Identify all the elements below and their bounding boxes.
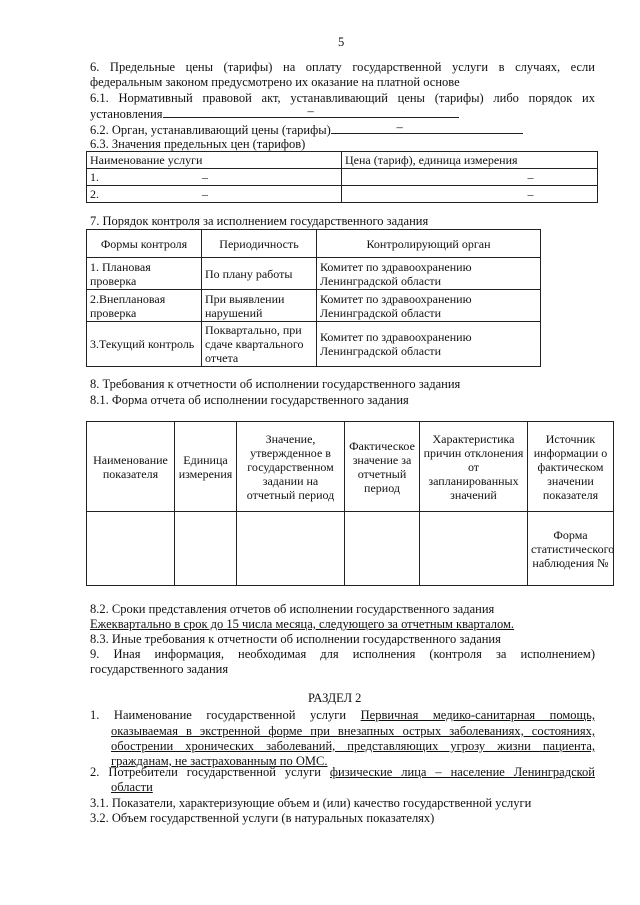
report-header-actual: Фактическое значение за отчетный период xyxy=(345,422,420,512)
s6-line2: федеральным законом предусмотрено их оказание на платной основе xyxy=(90,75,460,89)
price-row2-value: – xyxy=(342,186,598,203)
table-row xyxy=(87,258,541,290)
report-header-unit: Единица измерения xyxy=(175,422,237,512)
s9-line2: государственного задания xyxy=(90,662,229,676)
price-row2-num: 2. xyxy=(90,187,99,201)
s2-item31: 3.1. Показатели, характеризующие объем и (или) качество государственной услуги xyxy=(90,796,532,810)
report-cell-planned xyxy=(237,512,345,586)
s82-value: Ежеквартально в срок до 15 числа месяца, следующего за отчетным кварталом. xyxy=(90,617,515,631)
report-cell-source: Форма статистического наблюдения № xyxy=(528,512,614,586)
s8-title: 8. Требования к отчетности об исполнении государственного задания xyxy=(90,377,461,391)
control-row1-form: 1. Плановая проверка xyxy=(87,258,202,290)
table-row xyxy=(87,290,541,322)
control-row2-period: При выявлении нарушений xyxy=(202,290,317,322)
report-cell-actual xyxy=(345,512,420,586)
price-row2-name: – xyxy=(202,187,208,201)
report-header-planned: Значение, утвержденное в государственном задании на отчетный период xyxy=(237,422,345,512)
report-header-deviation: Характеристика причин отклонения от запланированных значений xyxy=(420,422,528,512)
s2-item1-line2: оказываемая в экстренной форме при внезапных острых заболеваниях, состояниях, xyxy=(111,724,595,738)
s62-label: 6.2. Орган, устанавливающий цены (тарифы) xyxy=(90,123,331,137)
s61-line1: 6.1. Нормативный правовой акт, устанавливающий цены (тарифы) либо порядок их xyxy=(90,91,595,105)
s63-title: 6.3. Значения предельных цен (тарифов) xyxy=(90,137,306,151)
s2-item1-line1: 1. Наименование государственной услуги Первичная медико-санитарная помощь, xyxy=(90,708,595,722)
price-row1-value: – xyxy=(342,169,598,186)
s81-title: 8.1. Форма отчета об исполнении государственного задания xyxy=(90,393,409,407)
table-row xyxy=(87,512,614,586)
s2-item32: 3.2. Объем государственной услуги (в натуральных показателях) xyxy=(90,811,435,825)
price-header-price: Цена (тариф), единица измерения xyxy=(342,152,598,169)
table-row xyxy=(87,322,541,367)
control-row3-form: 3.Текущий контроль xyxy=(87,322,202,367)
s83-title: 8.3. Иные требования к отчетности об исполнении государственного задания xyxy=(90,632,501,646)
s61-label: установления xyxy=(90,107,163,121)
s61-blank: – xyxy=(163,106,459,118)
price-table xyxy=(86,151,598,203)
s61-line2 xyxy=(90,106,459,122)
control-header-organ: Контролирующий орган xyxy=(317,230,541,258)
control-row1-period: По плану работы xyxy=(202,258,317,290)
control-row2-organ: Комитет по здравоохранению Ленинградской области xyxy=(317,290,541,322)
s62-line xyxy=(90,122,523,138)
s7-title: 7. Порядок контроля за исполнением государственного задания xyxy=(90,214,429,228)
report-header-source: Источник информации о фактическом значении показателя xyxy=(528,422,614,512)
s82-title: 8.2. Сроки представления отчетов об исполнении государственного задания xyxy=(90,602,495,616)
control-table xyxy=(86,229,541,367)
control-row3-period: Поквартально, при сдаче квартального отчета xyxy=(202,322,317,367)
price-header-name: Наименование услуги xyxy=(87,152,342,169)
control-row2-form: 2.Внеплановая проверка xyxy=(87,290,202,322)
section2-title: РАЗДЕЛ 2 xyxy=(308,691,362,705)
page-number: 5 xyxy=(338,35,345,49)
report-header-name: Наименование показателя xyxy=(87,422,175,512)
s2-item1-line4: гражданам, не застрахованным по ОМС. xyxy=(111,754,328,768)
control-header-period: Периодичность xyxy=(202,230,317,258)
report-cell-name xyxy=(87,512,175,586)
price-row1-name: – xyxy=(202,170,208,184)
table-row xyxy=(87,169,598,186)
report-table xyxy=(86,421,614,586)
control-header-forms: Формы контроля xyxy=(87,230,202,258)
s62-blank-1: – xyxy=(331,122,405,134)
s62-blank-2 xyxy=(405,122,523,134)
control-row1-organ: Комитет по здравоохранению Ленинградской области xyxy=(317,258,541,290)
s2-item2-line1: 2. Потребители государственной услуги физические лица – население Ленинградской xyxy=(90,765,595,779)
report-cell-deviation xyxy=(420,512,528,586)
s2-item2-line2: области xyxy=(111,780,153,794)
control-row3-organ: Комитет по здравоохранению Ленинградской области xyxy=(317,322,541,367)
table-row xyxy=(87,186,598,203)
price-row1-num: 1. xyxy=(90,170,99,184)
s6-line1: 6. Предельные цены (тарифы) на оплату государственной услуги в случаях, если xyxy=(90,60,595,74)
report-cell-unit xyxy=(175,512,237,586)
s9-line1: 9. Иная информация, необходимая для исполнения (контроля за исполнением) xyxy=(90,647,595,661)
s2-item1-line3: обострении хронических заболеваний, представляющих угрозу жизни пациента, xyxy=(111,739,595,753)
